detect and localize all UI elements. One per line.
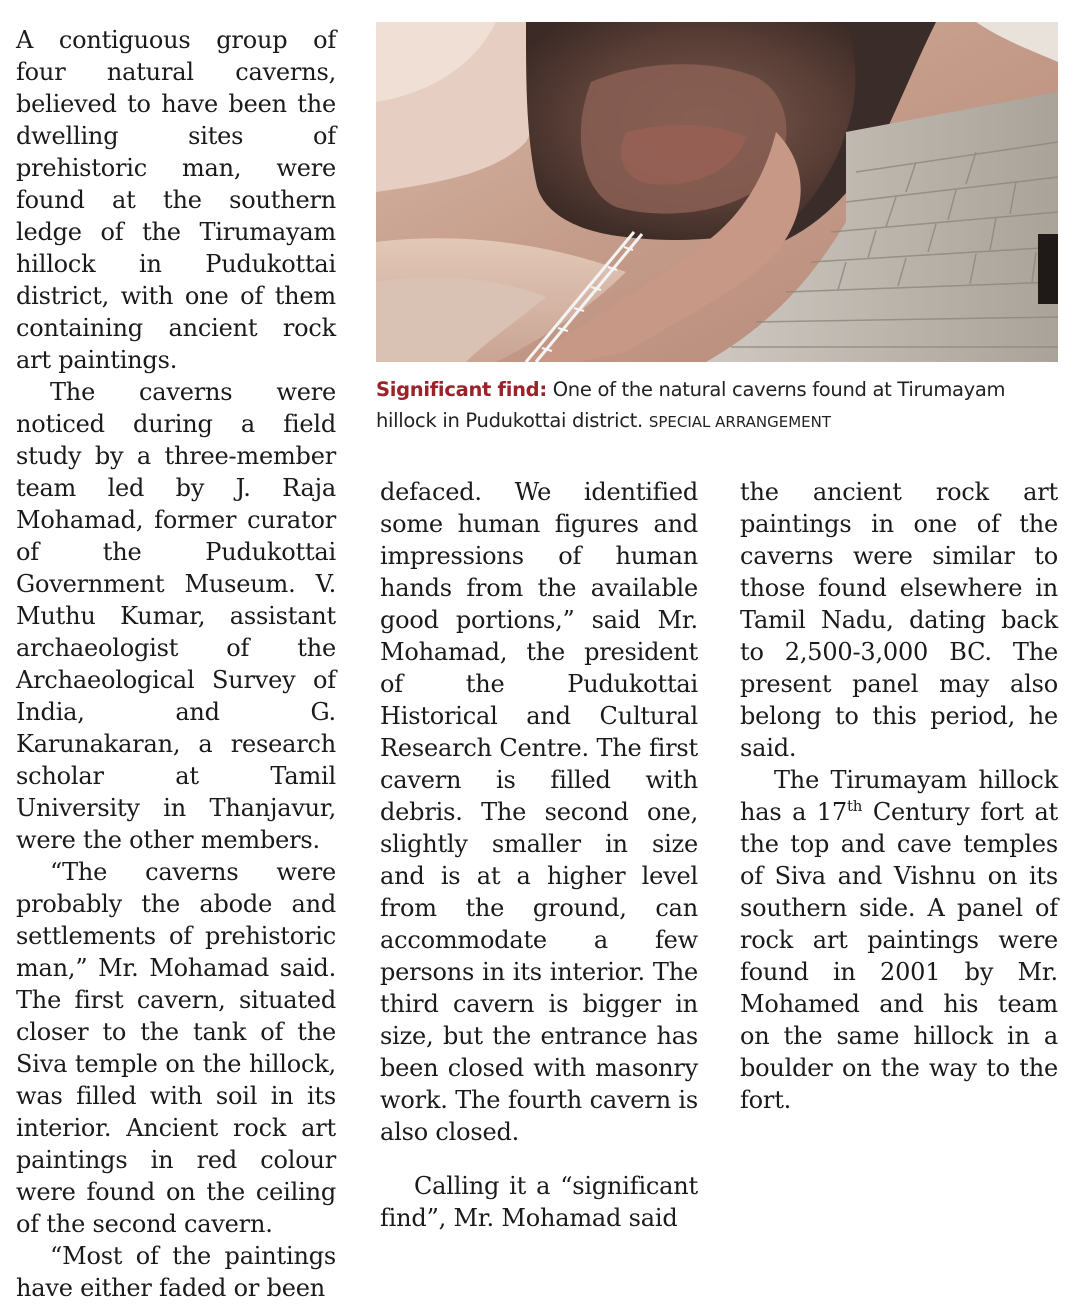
- caption-lead: Significant find:: [376, 378, 547, 401]
- article-paragraph: Calling it a “significant find”, Mr. Mohamad said: [380, 1172, 698, 1232]
- article-column-3: [740, 476, 1058, 1116]
- article-paragraph: The caverns were noticed during a field study by a three-member team led by J. Raja Mohamad, former curator of the Pudukottai Government Museum. V. Muthu Kumar, assistant archaeologist of the Archaeological Survey of India, and G. Karunakaran, a research scholar at Tamil University in Thanjavur, were the other members.: [16, 378, 336, 854]
- cavern-photo-illustration: [376, 22, 1058, 362]
- photo-credit: SPECIAL ARRANGEMENT: [648, 413, 832, 431]
- paragraph-text: The Tirumayam hillock has a 17: [740, 766, 1058, 826]
- article-paragraph: A contiguous group of four natural caverns, believed to have been the dwelling sites of prehistoric man, were found at the southern ledge of the Tirumayam hillock in Pudukottai district, with one of them containing ancient rock art paintings.: [16, 26, 336, 374]
- article-paragraph: [740, 764, 1058, 1116]
- paragraph-text: Century fort at the top and cave temples of Siva and Vishnu on its southern side. A panel of rock art paintings were found in 2001 by Mr. Mohamed and his team on the same hillock in a boulder on the way to the fort.: [740, 798, 1058, 1114]
- article-column-1: [16, 24, 336, 1304]
- cavern-photo: [376, 22, 1058, 362]
- superscript-th: th: [846, 797, 863, 815]
- article-paragraph: “The caverns were probably the abode and settlements of prehistoric man,” Mr. Mohamad said. The first cavern, situated closer to the tank of the Siva temple on the hillock, was filled with soil in its interior. Ancient rock art paintings in red colour were found on the ceiling of the second cavern.: [16, 858, 336, 1238]
- caption-text: One of the natural caverns found at Tirumayam hillock in Pudukottai district.: [376, 378, 1006, 432]
- photo-caption: [376, 374, 1066, 438]
- article-paragraph: “Most of the paintings have either faded or been: [16, 1242, 336, 1302]
- article-paragraph: defaced. We identified some human figures and impressions of human hands from the available good portions,” said Mr. Mohamad, the president of the Pudukottai Historical and Cultural Research Centre. The first cavern is filled with debris. The second one, slightly smaller in size and is at a higher level from the ground, can accommodate a few persons in its interior. The third cavern is bigger in size, but the entrance has been closed with masonry work. The fourth cavern is also closed.: [380, 478, 698, 1146]
- article-column-2: [380, 476, 698, 1234]
- article-paragraph: the ancient rock art paintings in one of the caverns were similar to those found elsewhere in Tamil Nadu, dating back to 2,500-3,000 BC. The present panel may also belong to this period, he said.: [740, 478, 1058, 762]
